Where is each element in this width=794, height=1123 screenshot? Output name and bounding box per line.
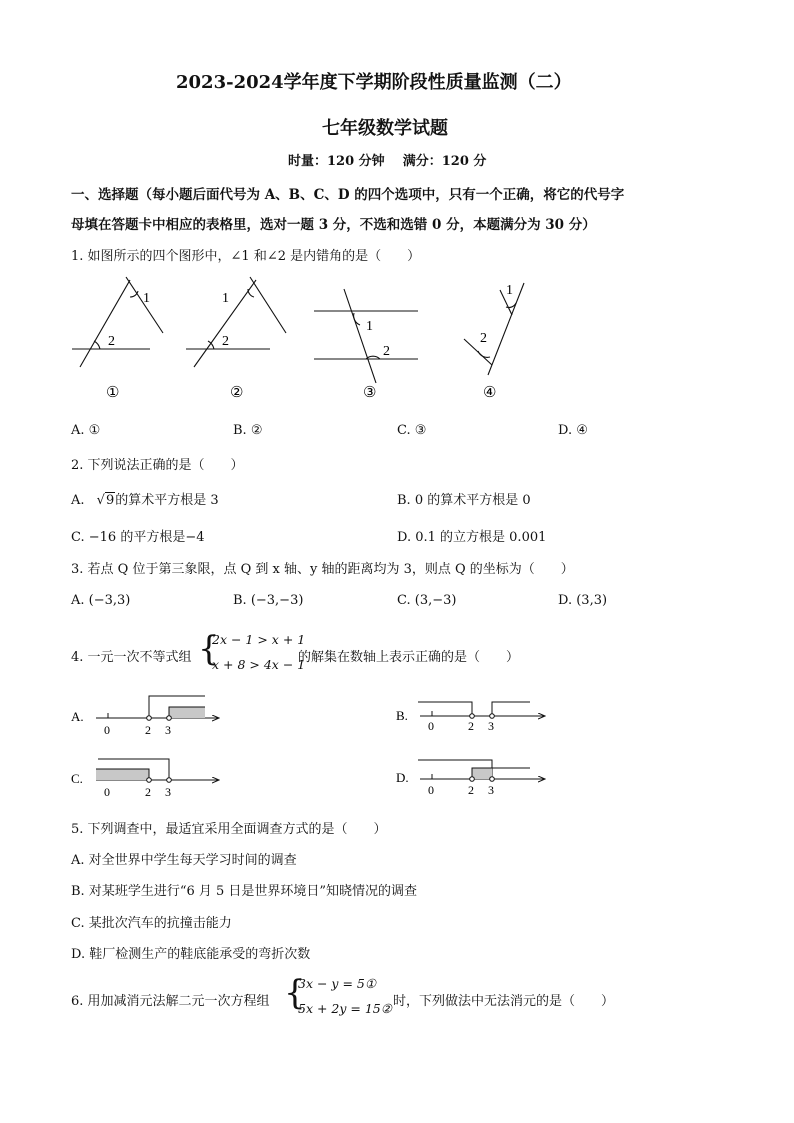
- q4-b-tick-0: 0: [428, 719, 434, 733]
- q2-option-a-radicand: 9: [105, 493, 115, 508]
- q1-figures: [60, 275, 540, 405]
- q5-option-b[interactable]: B. 对某班学生进行“6 月 5 日是世界环境日”知晓情况的调查: [71, 884, 418, 899]
- q2-option-a[interactable]: [71, 489, 219, 508]
- q1-fig3-label: ③: [363, 385, 377, 401]
- q1-fig4-angle1: 1: [506, 283, 513, 298]
- q5-option-d[interactable]: D. 鞋厂检测生产的鞋底能承受的弯折次数: [71, 947, 311, 962]
- q1-option-b[interactable]: B. ②: [233, 423, 263, 438]
- q4-number-lines: [60, 688, 560, 808]
- q1-fig1-angle2: 2: [108, 334, 115, 349]
- q4-a-tick-3: 3: [165, 723, 171, 737]
- q1-fig2-angle1: 1: [222, 291, 229, 306]
- q4-c-tick-0: 0: [104, 785, 110, 799]
- q1-fig3-angle2: 2: [383, 344, 390, 359]
- q4-d-tick-3: 3: [488, 783, 494, 797]
- q6-stem-suffix: 时，下列做法中无法消元的是（ ）: [393, 994, 615, 1009]
- q1-fig1-label: ①: [106, 385, 120, 401]
- q2-option-d[interactable]: D. 0.1 的立方根是 0.001: [397, 530, 547, 545]
- q4-c-label: C.: [71, 771, 83, 786]
- q4-b-tick-2: 2: [468, 719, 474, 733]
- q4-d-tick-2: 2: [468, 783, 474, 797]
- q1-option-a[interactable]: A. ①: [71, 423, 101, 438]
- q4-option-d-line: [418, 760, 544, 781]
- q4-a-tick-0: 0: [104, 723, 110, 737]
- q4-a-tick-2: 2: [145, 723, 151, 737]
- q1-fig2-angle2: 2: [222, 334, 229, 349]
- q1-fig1-angle1: 1: [143, 291, 150, 306]
- q3-option-b[interactable]: B. (−3,−3): [233, 593, 304, 608]
- q4-d-label: D.: [396, 770, 409, 785]
- q4-c-tick-3: 3: [165, 785, 171, 799]
- q4-option-c-line: [96, 759, 218, 782]
- exam-title: 2023-2024学年度下学期阶段性质量监测（二）: [176, 72, 572, 93]
- exam-subtitle: 七年级数学试题: [322, 118, 448, 139]
- exam-meta: 时量：120 分钟 满分：120 分: [288, 154, 487, 169]
- q6-system-brace: {: [284, 973, 306, 1013]
- section-instructions-line2: 母填在答题卡中相应的表格里，选对一题 3 分，不选和选错 0 分，本题满分为 30 分）: [71, 217, 596, 233]
- q4-option-a-line: [96, 696, 218, 720]
- q1-fig4-label: ④: [483, 385, 497, 401]
- q4-equation-2: x + 8 > 4x − 1: [212, 657, 306, 672]
- q1-figure-3: [314, 289, 418, 383]
- q2-option-a-letter: A.: [71, 493, 85, 508]
- q1-stem: 1. 如图所示的四个图形中，∠1 和∠2 是内错角的是（ ）: [71, 249, 421, 264]
- q4-equation-1: 2x − 1 > x + 1: [212, 632, 306, 647]
- q1-fig3-angle1: 1: [366, 319, 373, 334]
- q4-c-tick-2: 2: [145, 785, 151, 799]
- q1-fig4-angle2: 2: [480, 331, 487, 346]
- q6-equation-1: 3x − y = 5①: [298, 976, 377, 991]
- sqrt-symbol: √: [96, 493, 105, 508]
- q2-option-c[interactable]: C. −16 的平方根是−4: [71, 530, 205, 545]
- q3-option-a[interactable]: A. (−3,3): [71, 593, 131, 608]
- q4-a-label: A.: [71, 709, 84, 724]
- q4-b-label: B.: [396, 708, 408, 723]
- q6-equation-2: 5x + 2y = 15②: [298, 1001, 392, 1016]
- q5-option-a[interactable]: A. 对全世界中学生每天学习时间的调查: [71, 853, 297, 868]
- q3-stem: 3. 若点 Q 位于第三象限，点 Q 到 x 轴、y 轴的距离均为 3，则点 Q 的坐标为（ ）: [71, 562, 574, 577]
- q2-stem: 2. 下列说法正确的是（ ）: [71, 458, 244, 473]
- q2-option-a-text: 的算术平方根是 3: [115, 493, 219, 508]
- q1-figure-4: [464, 283, 524, 375]
- q3-option-d[interactable]: D. (3,3): [558, 593, 608, 608]
- q1-option-c[interactable]: C. ③: [397, 423, 427, 438]
- q1-figure-2: [186, 277, 286, 367]
- q3-option-c[interactable]: C. (3,−3): [397, 593, 457, 608]
- q4-d-tick-0: 0: [428, 783, 434, 797]
- q5-stem: 5. 下列调查中，最适宜采用全面调查方式的是（ ）: [71, 822, 387, 837]
- q1-option-d[interactable]: D. ④: [558, 423, 588, 438]
- q2-option-b[interactable]: B. 0 的算术平方根是 0: [397, 493, 531, 508]
- q4-b-tick-3: 3: [488, 719, 494, 733]
- q1-fig2-label: ②: [230, 385, 244, 401]
- q5-option-c[interactable]: C. 某批次汽车的抗撞击能力: [71, 916, 232, 931]
- q4-option-b-line: [418, 702, 544, 718]
- section-instructions-line1: 一、选择题（每小题后面代号为 A、B、C、D 的四个选项中，只有一个正确，将它的代号字: [71, 187, 625, 203]
- q6-stem-prefix: 6. 用加减消元法解二元一次方程组: [71, 994, 270, 1009]
- q4-stem-prefix: 4. 一元一次不等式组: [71, 650, 192, 665]
- q4-system-brace: {: [198, 629, 220, 669]
- q4-stem-suffix: 的解集在数轴上表示正确的是（ ）: [298, 650, 520, 665]
